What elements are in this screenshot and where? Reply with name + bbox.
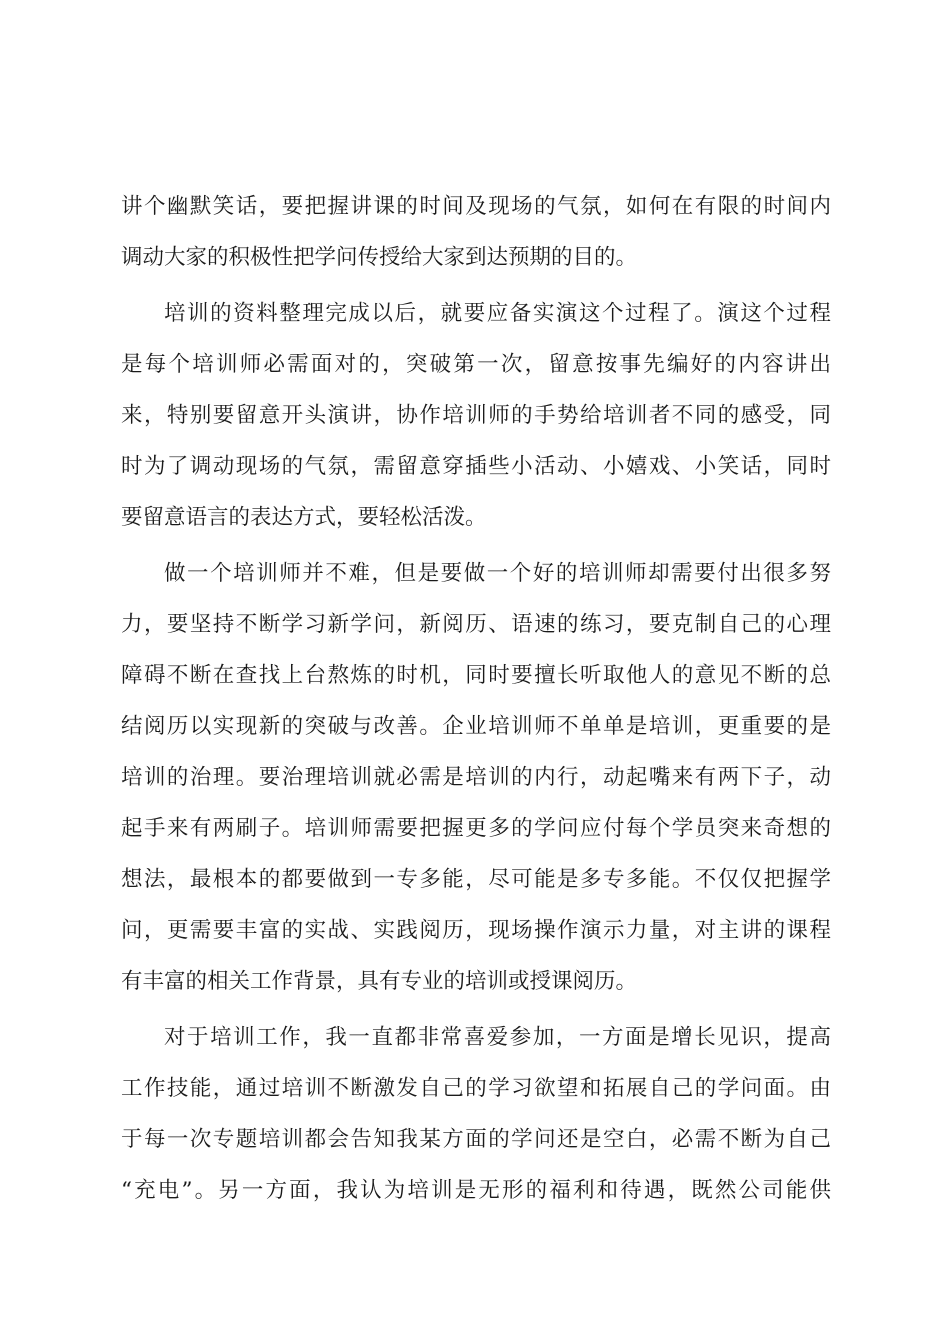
text-line: 结阅历以实现新的突破与改善。企业培训师不单单是培训，更重要的是 (121, 714, 831, 739)
text-line: 来，特别要留意开头演讲，协作培训师的手势给培训者不同的感受，同 (121, 403, 831, 428)
text-line: 力，要坚持不断学习新学问，新阅历、语速的练习，要克制自己的心理 (121, 612, 831, 637)
text-line: 培训的资料整理完成以后，就要应备实演这个过程了。演这个过程 (164, 301, 831, 326)
text-line: 想法，最根本的都要做到一专多能，尽可能是多专多能。不仅仅把握学 (121, 867, 831, 892)
text-line: 有丰富的相关工作背景，具有专业的培训或授课阅历。 (121, 969, 638, 994)
text-line: “充电”。另一方面，我认为培训是无形的福利和待遇，既然公司能供 (121, 1178, 831, 1203)
text-line: 调动大家的积极性把学问传授给大家到达预期的目的。 (121, 245, 638, 270)
text-line: 起手来有两刷子。培训师需要把握更多的学问应付每个学员突来奇想的 (121, 816, 831, 841)
text-line: 对于培训工作，我一直都非常喜爱参加，一方面是增长见识，提高 (164, 1025, 831, 1050)
text-line: 问，更需要丰富的实战、实践阅历，现场操作演示力量，对主讲的课程 (121, 918, 831, 943)
text-line: 于每一次专题培训都会告知我某方面的学问还是空白，必需不断为自己 (121, 1127, 831, 1152)
text-line: 时为了调动现场的气氛，需留意穿插些小活动、小嬉戏、小笑话，同时 (121, 454, 831, 479)
text-line: 培训的治理。要治理培训就必需是培训的内行，动起嘴来有两下子，动 (121, 765, 831, 790)
text-line: 是每个培训师必需面对的，突破第一次，留意按事先编好的内容讲出 (121, 352, 831, 377)
paragraph-3 (121, 552, 831, 1011)
paragraph-1 (121, 185, 831, 287)
text-line: 要留意语言的表达方式，要轻松活泼。 (121, 505, 487, 530)
paragraph-4 (121, 1016, 831, 1220)
text-line: 讲个幽默笑话，要把握讲课的时间及现场的气氛，如何在有限的时间内 (121, 194, 831, 219)
text-line: 障碍不断在查找上台熬炼的时机，同时要擅长听取他人的意见不断的总 (121, 663, 831, 688)
text-line: 做一个培训师并不难，但是要做一个好的培训师却需要付出很多努 (164, 561, 831, 586)
text-line: 工作技能，通过培训不断激发自己的学习欲望和拓展自己的学问面。由 (121, 1076, 831, 1101)
document-body (121, 185, 831, 1220)
paragraph-2 (121, 292, 831, 547)
